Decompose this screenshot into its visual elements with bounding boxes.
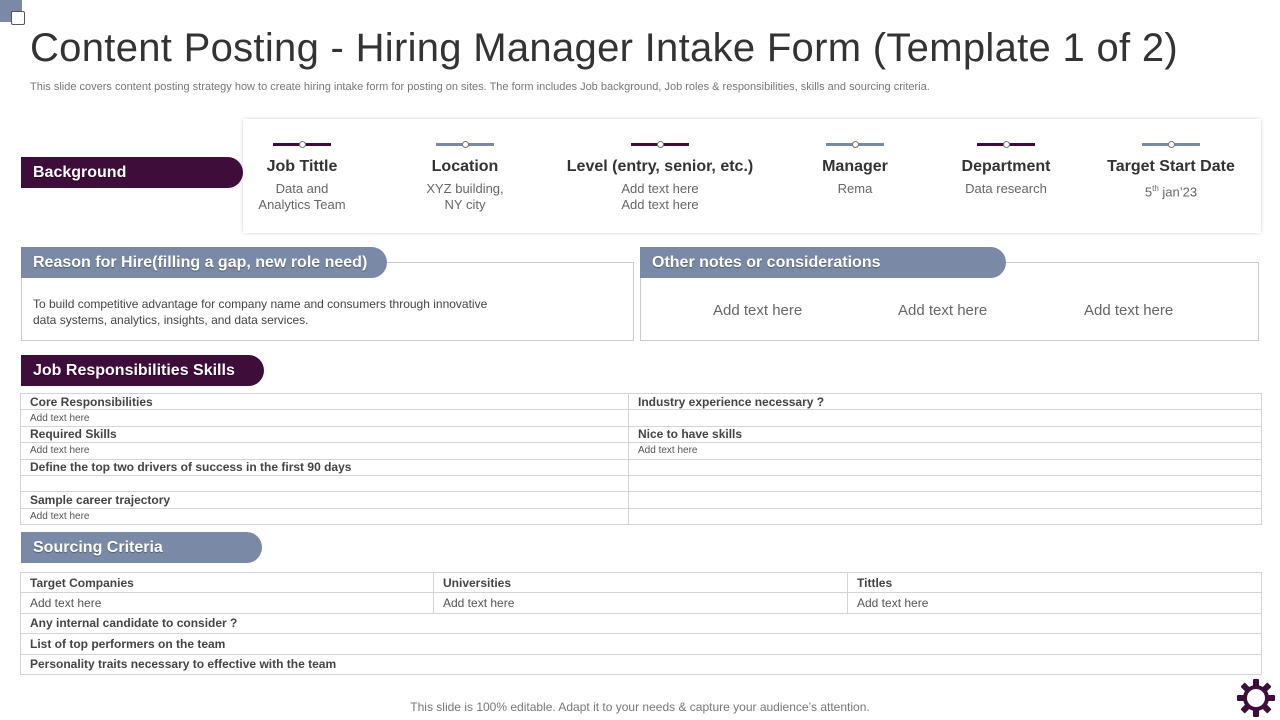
department-heading: Department (961, 158, 1051, 175)
table-cell: Add text here (629, 443, 1262, 459)
location-heading: Location (431, 158, 499, 175)
table-cell: Required Skills (21, 426, 629, 442)
table-row (21, 634, 1262, 654)
table-cell: Core Responsibilities (21, 394, 629, 410)
sourcing-criteria-label: Sourcing Criteria (21, 532, 262, 563)
gear-icon[interactable] (1236, 678, 1276, 718)
start-date-heading: Target Start Date (1107, 158, 1235, 175)
table-cell (21, 475, 629, 491)
accent-bar (631, 143, 689, 146)
table-row (21, 443, 1262, 459)
table-cell: List of top performers on the team (21, 634, 1262, 654)
slide-corner-icon (0, 0, 22, 22)
table-cell: Add text here (434, 593, 848, 613)
table-row (21, 654, 1262, 674)
table-cell: Define the top two drivers of success in the first 90 days (21, 459, 629, 475)
page-subtitle: This slide covers content posting strategy how to create hiring intake form for posting on sites. The form includes Job background, Job roles & responsibilities, skills and sourcing criteria. (30, 81, 930, 93)
level-value: Add text here Add text here (621, 181, 699, 212)
table-cell (629, 492, 1262, 508)
table-cell: Industry experience necessary ? (629, 394, 1262, 410)
start-date-month: jan’23 (1158, 184, 1198, 200)
job-title-heading: Job Tittle (266, 158, 338, 175)
accent-bar (1142, 143, 1200, 146)
page-title: Content Posting - Hiring Manager Intake Form (Template 1 of 2) (30, 26, 1178, 70)
sourcing-criteria-table (20, 572, 1262, 675)
job-responsibilities-label: Job Responsibilities Skills (21, 355, 264, 386)
accent-bar (436, 143, 494, 146)
table-row (21, 459, 1262, 475)
table-header-cell: Tittles (848, 573, 1262, 593)
table-cell (629, 410, 1262, 426)
level-heading: Level (entry, senior, etc.) (566, 158, 754, 175)
note-item: Add text here (713, 302, 803, 319)
table-row (21, 593, 1262, 613)
table-row (21, 573, 1262, 593)
manager-column (790, 119, 920, 233)
table-row (21, 426, 1262, 442)
table-cell: Personality traits necessary to effective with the team (21, 654, 1262, 674)
job-title-value: Data and Analytics Team (258, 181, 346, 212)
notes-label: Other notes or considerations (640, 247, 1006, 278)
table-row (21, 492, 1262, 508)
table-cell: Add text here (21, 410, 629, 426)
background-card (243, 119, 1261, 233)
reason-text: To build competitive advantage for company name and consumers through innovative data systems, analytics, insights, and data services. (33, 297, 488, 327)
table-cell (629, 459, 1262, 475)
table-cell: Add text here (21, 508, 629, 524)
table-row (21, 508, 1262, 524)
table-cell: Add text here (21, 593, 434, 613)
accent-bar (826, 143, 884, 146)
table-cell: Nice to have skills (629, 426, 1262, 442)
table-cell (629, 475, 1262, 491)
table-cell: Sample career trajectory (21, 492, 629, 508)
manager-value: Rema (837, 181, 873, 196)
level-column (560, 119, 760, 233)
manager-heading: Manager (822, 158, 888, 175)
table-cell (629, 508, 1262, 524)
accent-bar (977, 143, 1035, 146)
footer-note: This slide is 100% editable. Adapt it to your needs & capture your audience’s attention. (410, 700, 870, 714)
job-responsibilities-table (20, 393, 1262, 525)
department-column (941, 119, 1071, 233)
table-cell: Add text here (21, 443, 629, 459)
table-row (21, 613, 1262, 633)
accent-bar (273, 143, 331, 146)
start-date-column (1096, 119, 1246, 233)
table-row (21, 475, 1262, 491)
start-date-day: 5 (1144, 184, 1153, 200)
note-item: Add text here (1084, 302, 1174, 319)
table-header-cell: Target Companies (21, 573, 434, 593)
job-title-column (237, 119, 367, 233)
note-item: Add text here (898, 302, 988, 319)
table-cell: Any internal candidate to consider ? (21, 613, 1262, 633)
location-column (400, 119, 530, 233)
start-date-value (1096, 181, 1246, 200)
reason-label: Reason for Hire(filling a gap, new role need) (21, 247, 387, 278)
table-header-cell: Universities (434, 573, 848, 593)
start-date-ordinal: th (1152, 184, 1159, 193)
table-row (21, 394, 1262, 410)
table-row (21, 410, 1262, 426)
location-value: XYZ building, NY city (426, 181, 504, 212)
background-label: Background (21, 157, 243, 188)
table-cell: Add text here (848, 593, 1262, 613)
department-value: Data research (965, 181, 1047, 196)
